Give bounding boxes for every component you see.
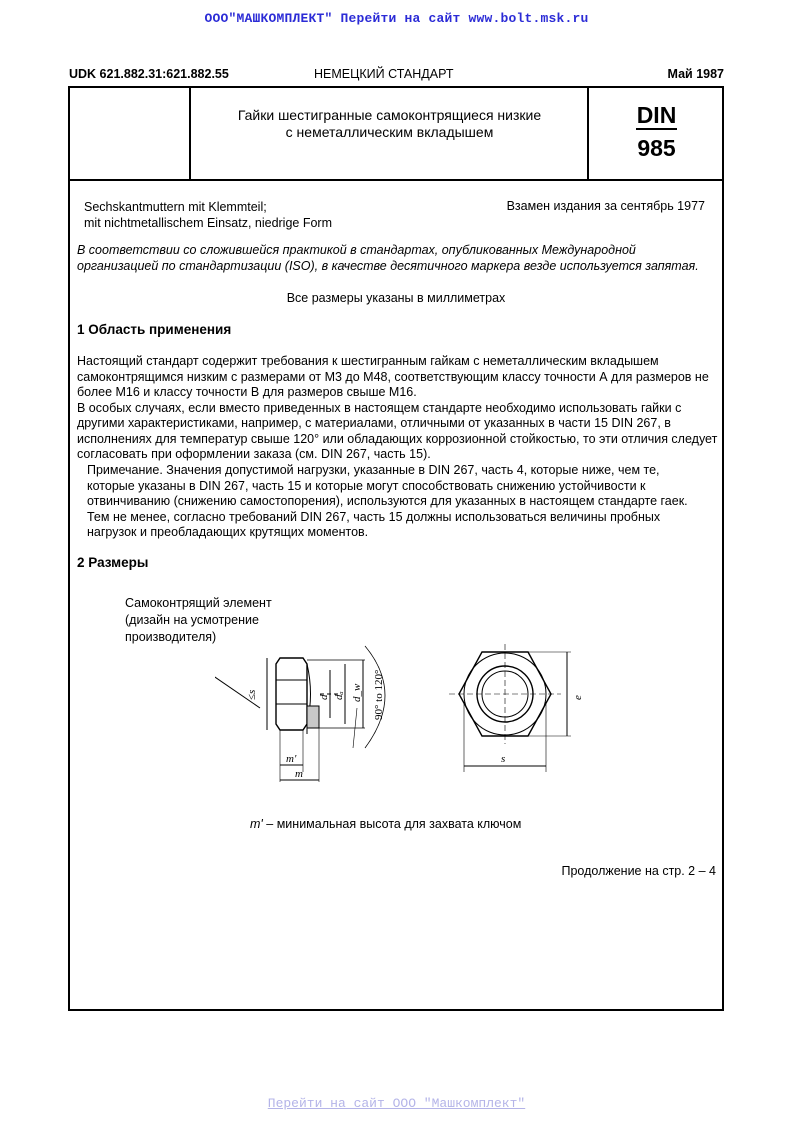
drawing-caption [250, 817, 521, 831]
nut-top-view [449, 644, 561, 744]
label-e: e [572, 695, 584, 700]
section-1-body [77, 354, 722, 463]
document-title [191, 107, 588, 141]
replaces-edition: Взамен издания за сентябрь 1977 [506, 199, 705, 213]
iso-decimal-note: В соответствии со сложившейся практикой в стандартах, опубликованных Международной организацией по стандартизации (ISO), в качестве десятичного маркера везде используется запятая. [77, 243, 699, 273]
bottom-site-link[interactable]: Перейти на сайт ООО "Машкомплект" [267, 1096, 526, 1111]
title-block [70, 88, 722, 181]
din-label: DIN [636, 102, 677, 128]
label-dw: d_w [351, 683, 363, 702]
title-line-2: с неметаллическим вкладышем [285, 124, 494, 140]
label-m-prime: m' [286, 753, 297, 765]
section-1-paragraph-1: Настоящий стандарт содержит требования к шестигранным гайкам с неметаллическим вкладышем самоконтрящимся низким с размерами от М3 до М48, соответствующим классу точности А для размеров не более М16 и классу точности В для размеров свыше М16. [77, 354, 709, 399]
german-title-line-1: Sechskantmuttern mit Klemmteil; [84, 200, 267, 214]
udk-code: UDK 621.882.31:621.882.55 [69, 67, 229, 81]
caption-text: – минимальная высота для захвата ключом [262, 817, 522, 831]
document-frame [68, 86, 724, 1011]
german-title-line-2: mit nichtmetallischem Einsatz, niedrige Form [84, 216, 332, 230]
label-da: dₐ [333, 691, 345, 700]
top-site-link[interactable]: ООО"МАШКОМПЛЕКТ" Перейти на сайт www.bolt.msk.ru [204, 11, 589, 26]
nut-technical-drawing [215, 620, 595, 820]
german-title [84, 199, 332, 231]
section-1-heading: 1 Область применения [77, 322, 232, 337]
document-meta-row [69, 67, 724, 83]
callout-line-1: Самоконтрящий элемент [125, 596, 272, 610]
callout-line-2: (дизайн на усмотрение [125, 613, 259, 627]
label-s: s [501, 753, 506, 765]
label-angle: 90° to 120° [373, 669, 385, 720]
title-line-1: Гайки шестигранные самоконтрящиеся низкие [237, 107, 542, 123]
label-d: d [318, 694, 330, 700]
callout-line-3: производителя) [125, 630, 217, 644]
nut-side-view [276, 658, 319, 734]
caption-symbol: m' [250, 817, 263, 831]
din-cell [587, 88, 722, 179]
section-2-heading: 2 Размеры [77, 555, 149, 570]
label-s-max: ≤s [246, 689, 258, 700]
continued-note: Продолжение на стр. 2 – 4 [561, 864, 716, 878]
din-number: 985 [637, 135, 676, 161]
standard-type: НЕМЕЦКИЙ СТАНДАРТ [314, 67, 454, 81]
dimensions-note: Все размеры указаны в миллиметрах [286, 291, 506, 305]
section-1-note: Примечание. Значения допустимой нагрузки, указанные в DIN 267, часть 4, которые ниже, чем те, которые указаны в DIN 267, часть 15 и которые могут способствовать снижению устойчивости к отвинчиванию (снижению самостопорения), используются для указанных в настоящем стандарте гаек. Тем не менее, согласно требований DIN 267, часть 15 должны использоваться величины пробных нагрузок и преобладающих крутящих моментов. [87, 463, 688, 539]
label-m: m [295, 768, 303, 780]
section-1-paragraph-2: В особых случаях, если вместо приведенных в настоящем стандарте необходимо использовать гайки с другими характеристиками, например, с материалами, отличными от указанных в части 15 DIN 267, в исполнениях для температур свыше 120° или обладающих коррозионной стойкостью, то эти отличия следует согласовать при оформлении заказа (см. DIN 267, часть 15). [77, 400, 718, 461]
logo-cell [70, 88, 191, 179]
issue-date: Май 1987 [667, 67, 724, 81]
